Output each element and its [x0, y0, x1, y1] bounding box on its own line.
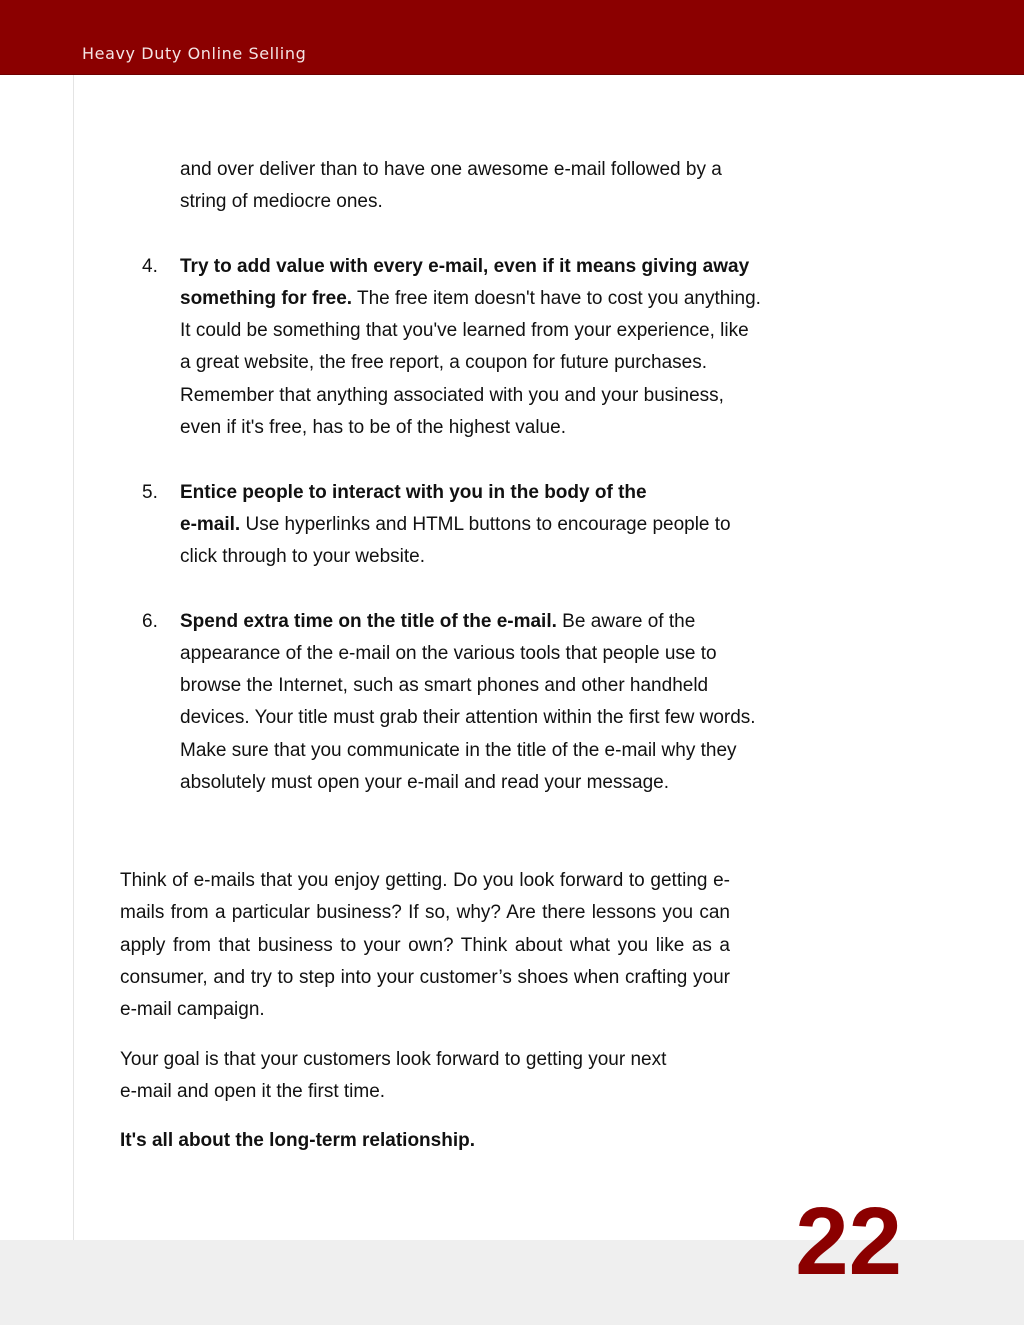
- margin-rule: [73, 75, 74, 1240]
- list-item-line: e-mail. Use hyperlinks and HTML buttons to encourage people to: [180, 514, 731, 535]
- list-item-line: something for free. The free item doesn't have to cost you anything.: [180, 288, 761, 309]
- list-item-line: It could be something that you've learned from your experience, like: [180, 320, 749, 341]
- list-item-number: 5.: [142, 482, 158, 503]
- list-item-line: even if it's free, has to be of the highest value.: [180, 417, 566, 438]
- list-item-line: appearance of the e-mail on the various tools that people use to: [180, 643, 717, 664]
- list-item-line: browse the Internet, such as smart phones and other handheld: [180, 675, 709, 696]
- list-item-line: absolutely must open your e-mail and read your message.: [180, 772, 669, 793]
- page-number: 22: [795, 1188, 902, 1295]
- list-item-line: a great website, the free report, a coupon for future purchases.: [180, 352, 708, 373]
- list-item-line: devices. Your title must grab their attention within the first few words.: [180, 707, 756, 728]
- header-title: Heavy Duty Online Selling: [82, 44, 307, 63]
- body-paragraph: Think of e-mails that you enjoy getting. Do you look forward to getting e-mails from a particular business? If so, why? Are there lessons you can apply from that business to your own? Think about what you like as a consumer, and try to step into your customer’s shoes when crafting your e-mail campaign.: [120, 870, 730, 1021]
- body-paragraph-line: Your goal is that your customers look forward to getting your next: [120, 1049, 667, 1070]
- list-item-heading: Spend extra time on the title of the e-mail. Be aware of the: [180, 611, 696, 632]
- continuation-line: string of mediocre ones.: [180, 191, 383, 212]
- page-header: [0, 0, 1024, 75]
- list-item-heading: Entice people to interact with you in the body of the: [180, 482, 647, 503]
- list-item-number: 6.: [142, 611, 158, 632]
- list-item-line: Make sure that you communicate in the title of the e-mail why they: [180, 740, 737, 761]
- list-item-heading: Try to add value with every e-mail, even if it means giving away: [180, 256, 750, 277]
- body-paragraph-line: e-mail and open it the first time.: [120, 1081, 386, 1102]
- list-item-number: 4.: [142, 256, 158, 277]
- list-item-line: click through to your website.: [180, 546, 426, 567]
- continuation-line: and over deliver than to have one awesome e-mail followed by a: [180, 159, 722, 180]
- list-item-line: Remember that anything associated with you and your business,: [180, 385, 724, 406]
- closing-statement: It's all about the long-term relationship.: [120, 1130, 475, 1151]
